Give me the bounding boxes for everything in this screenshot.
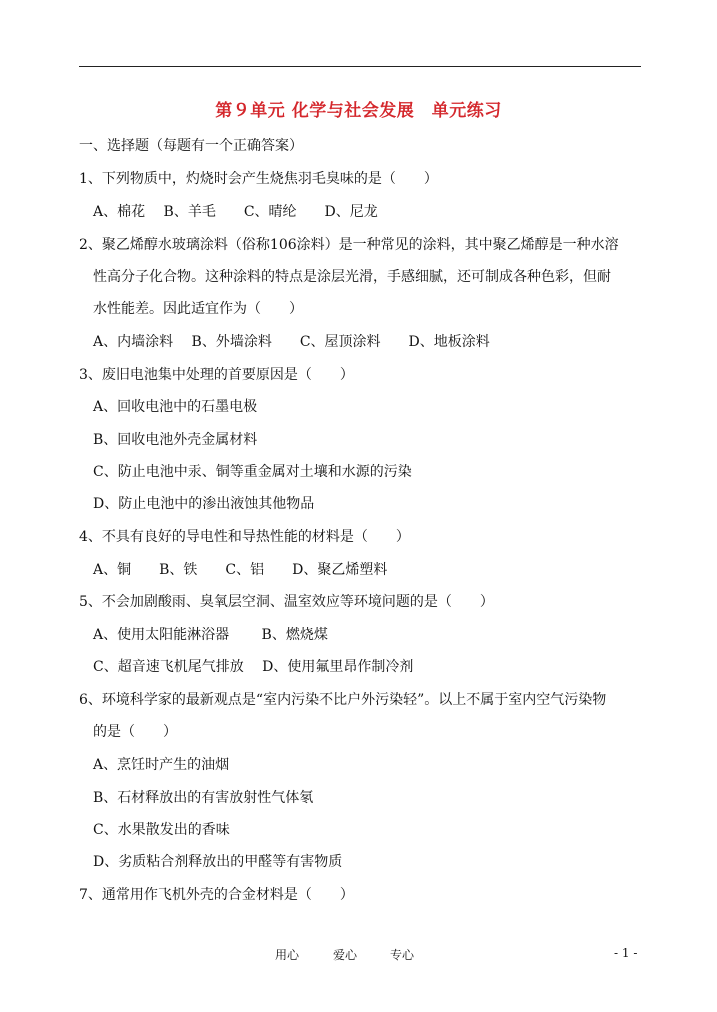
question-6-option-b: B、石材释放出的有害放射性气体氡 [93, 790, 314, 806]
question-5-options-ab: A、使用太阳能淋浴器 B、燃烧煤 [93, 627, 328, 643]
question-3-stem: 3、废旧电池集中处理的首要原因是（ ） [79, 367, 354, 383]
page-title: 第９单元 化学与社会发展 单元练习 [215, 101, 502, 121]
question-1-stem: 1、下列物质中，灼烧时会产生烧焦羽毛臭味的是（ ） [79, 171, 438, 187]
section-heading: 一、选择题（每题有一个正确答案） [79, 138, 303, 154]
question-4-stem: 4、不具有良好的导电性和导热性能的材料是（ ） [79, 529, 410, 545]
question-3-option-c: C、防止电池中汞、铜等重金属对土壤和水源的污染 [93, 464, 412, 480]
question-6-stem-line-1: 6、环境科学家的最新观点是“室内污染不比户外污染轻”。以上不属于室内空气污染物 [79, 692, 607, 708]
question-5-stem: 5、不会加剧酸雨、臭氧层空洞、温室效应等环境问题的是（ ） [79, 594, 494, 610]
footer-motto-2: 爱心 [333, 948, 358, 962]
question-6-option-c: C、水果散发出的香味 [93, 822, 230, 838]
question-1-options: A、棉花 B、羊毛 C、晴纶 D、尼龙 [93, 204, 378, 220]
question-6-stem-line-2: 的是（ ） [93, 724, 177, 740]
question-6-option-a: A、烹饪时产生的油烟 [93, 757, 230, 773]
question-3-option-d: D、防止电池中的渗出液蚀其他物品 [93, 496, 315, 512]
question-2-stem-line-3: 水性能差。因此适宜作为（ ） [93, 301, 303, 317]
question-5-options-cd: C、超音速飞机尾气排放 D、使用氟里昂作制冷剂 [93, 659, 414, 675]
question-3-option-a: A、回收电池中的石墨电极 [93, 399, 258, 415]
question-4-options: A、铜 B、铁 C、铝 D、聚乙烯塑料 [93, 562, 388, 578]
header-rule [79, 66, 641, 67]
question-3-option-b: B、回收电池外壳金属材料 [93, 432, 258, 448]
question-2-stem-line-2: 性高分子化合物。这种涂料的特点是涂层光滑，手感细腻，还可制成各种色彩，但耐 [93, 269, 611, 285]
footer-motto-3: 专心 [390, 948, 415, 962]
question-2-stem-line-1: 2、聚乙烯醇水玻璃涂料（俗称106涂料）是一种常见的涂料，其中聚乙烯醇是一种水溶 [79, 237, 619, 253]
question-7-stem: 7、通常用作飞机外壳的合金材料是（ ） [79, 887, 354, 903]
footer-motto-1: 用心 [275, 948, 300, 962]
question-2-options: A、内墙涂料 B、外墙涂料 C、屋顶涂料 D、地板涂料 [93, 334, 490, 350]
page-number: - 1 - [614, 946, 638, 960]
question-6-option-d: D、劣质粘合剂释放出的甲醛等有害物质 [93, 854, 343, 870]
